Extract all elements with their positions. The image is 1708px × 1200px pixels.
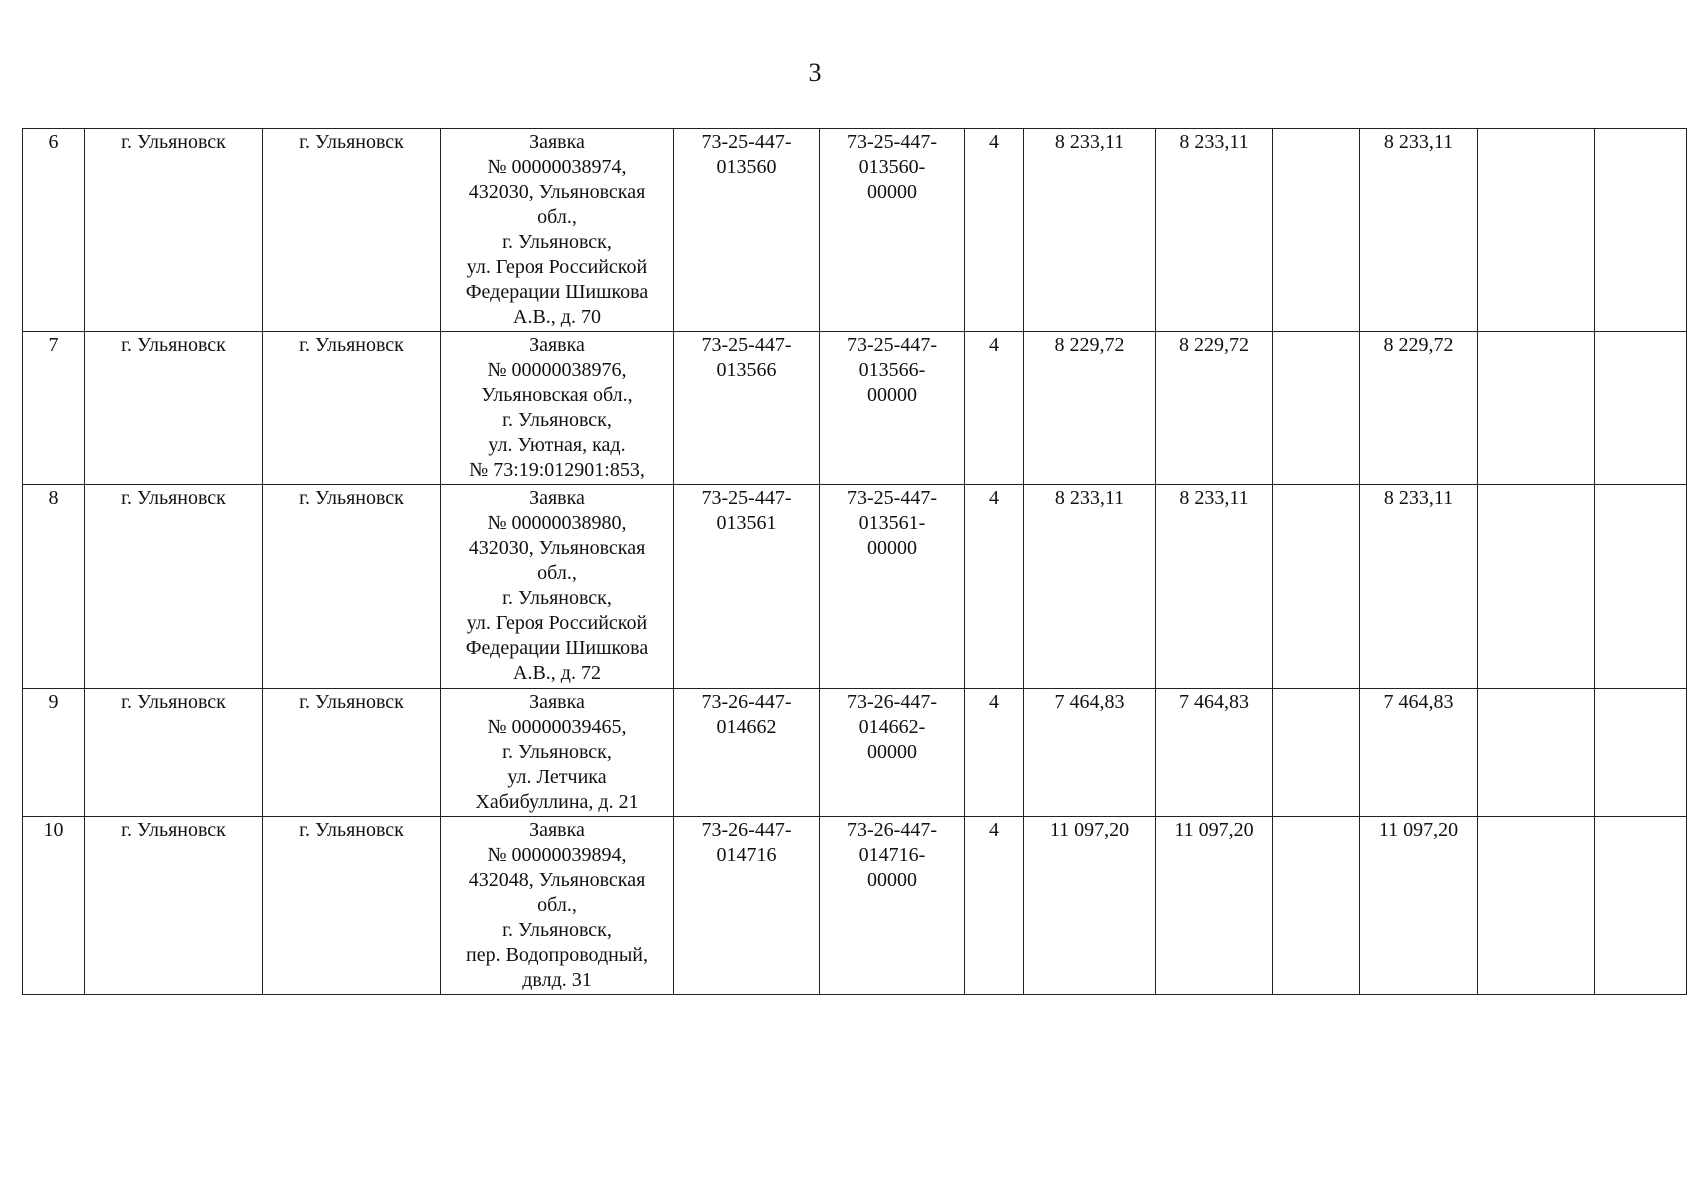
empty-cell [1595, 332, 1687, 485]
empty-cell [1478, 485, 1595, 689]
settlement-cell: г. Ульяновск [263, 332, 441, 485]
application-address-cell: Заявка № 00000038976, Ульяновская обл., г. Ульяновск, ул. Уютная, кад. № 73:19:012901:853, [441, 332, 674, 485]
amount-cell: 8 233,11 [1156, 129, 1273, 332]
row-number-cell: 8 [23, 485, 85, 689]
category-cell: 4 [965, 817, 1024, 995]
full-code-cell: 73-25-447- 013566- 00000 [820, 332, 965, 485]
amount-cell: 11 097,20 [1156, 817, 1273, 995]
settlement-cell: г. Ульяновск [263, 689, 441, 817]
category-cell: 4 [965, 689, 1024, 817]
locality-cell: г. Ульяновск [85, 689, 263, 817]
locality-cell: г. Ульяновск [85, 485, 263, 689]
table-row [23, 332, 1687, 485]
amount-cell: 8 233,11 [1156, 485, 1273, 689]
code-cell: 73-25-447- 013560 [674, 129, 820, 332]
amount-cell: 8 229,72 [1024, 332, 1156, 485]
empty-cell [1478, 129, 1595, 332]
page-number: 3 [808, 58, 822, 87]
empty-cell [1273, 485, 1360, 689]
empty-cell [1595, 485, 1687, 689]
empty-cell [1273, 689, 1360, 817]
empty-cell [1478, 332, 1595, 485]
category-cell: 4 [965, 332, 1024, 485]
category-cell: 4 [965, 485, 1024, 689]
amount-cell: 7 464,83 [1360, 689, 1478, 817]
table-row [23, 485, 1687, 689]
application-address-cell: Заявка № 00000038974, 432030, Ульяновская обл., г. Ульяновск, ул. Героя Российской Федерации Шишкова А.В., д. 70 [441, 129, 674, 332]
locality-cell: г. Ульяновск [85, 129, 263, 332]
code-cell: 73-25-447- 013566 [674, 332, 820, 485]
table-row [23, 817, 1687, 995]
locality-cell: г. Ульяновск [85, 332, 263, 485]
code-cell: 73-26-447- 014716 [674, 817, 820, 995]
amount-cell: 8 229,72 [1360, 332, 1478, 485]
amount-cell: 8 233,11 [1360, 129, 1478, 332]
empty-cell [1595, 817, 1687, 995]
row-number-cell: 7 [23, 332, 85, 485]
empty-cell [1595, 129, 1687, 332]
empty-cell [1273, 332, 1360, 485]
table-row [23, 689, 1687, 817]
locality-cell: г. Ульяновск [85, 817, 263, 995]
settlement-cell: г. Ульяновск [263, 485, 441, 689]
amount-cell: 8 229,72 [1156, 332, 1273, 485]
category-cell: 4 [965, 129, 1024, 332]
table-row [23, 129, 1687, 332]
application-table [22, 128, 1687, 995]
full-code-cell: 73-25-447- 013560- 00000 [820, 129, 965, 332]
application-address-cell: Заявка № 00000039894, 432048, Ульяновская обл., г. Ульяновск, пер. Водопроводный, двлд. 31 [441, 817, 674, 995]
full-code-cell: 73-25-447- 013561- 00000 [820, 485, 965, 689]
full-code-cell: 73-26-447- 014716- 00000 [820, 817, 965, 995]
amount-cell: 11 097,20 [1360, 817, 1478, 995]
empty-cell [1273, 129, 1360, 332]
row-number-cell: 6 [23, 129, 85, 332]
settlement-cell: г. Ульяновск [263, 129, 441, 332]
empty-cell [1478, 817, 1595, 995]
amount-cell: 11 097,20 [1024, 817, 1156, 995]
empty-cell [1273, 817, 1360, 995]
code-cell: 73-26-447- 014662 [674, 689, 820, 817]
amount-cell: 8 233,11 [1024, 129, 1156, 332]
amount-cell: 8 233,11 [1360, 485, 1478, 689]
row-number-cell: 10 [23, 817, 85, 995]
document-table-container [22, 128, 1687, 995]
amount-cell: 7 464,83 [1024, 689, 1156, 817]
application-address-cell: Заявка № 00000038980, 432030, Ульяновская обл., г. Ульяновск, ул. Героя Российской Федерации Шишкова А.В., д. 72 [441, 485, 674, 689]
amount-cell: 8 233,11 [1024, 485, 1156, 689]
code-cell: 73-25-447- 013561 [674, 485, 820, 689]
application-address-cell: Заявка № 00000039465, г. Ульяновск, ул. Летчика Хабибуллина, д. 21 [441, 689, 674, 817]
full-code-cell: 73-26-447- 014662- 00000 [820, 689, 965, 817]
amount-cell: 7 464,83 [1156, 689, 1273, 817]
settlement-cell: г. Ульяновск [263, 817, 441, 995]
empty-cell [1478, 689, 1595, 817]
row-number-cell: 9 [23, 689, 85, 817]
empty-cell [1595, 689, 1687, 817]
